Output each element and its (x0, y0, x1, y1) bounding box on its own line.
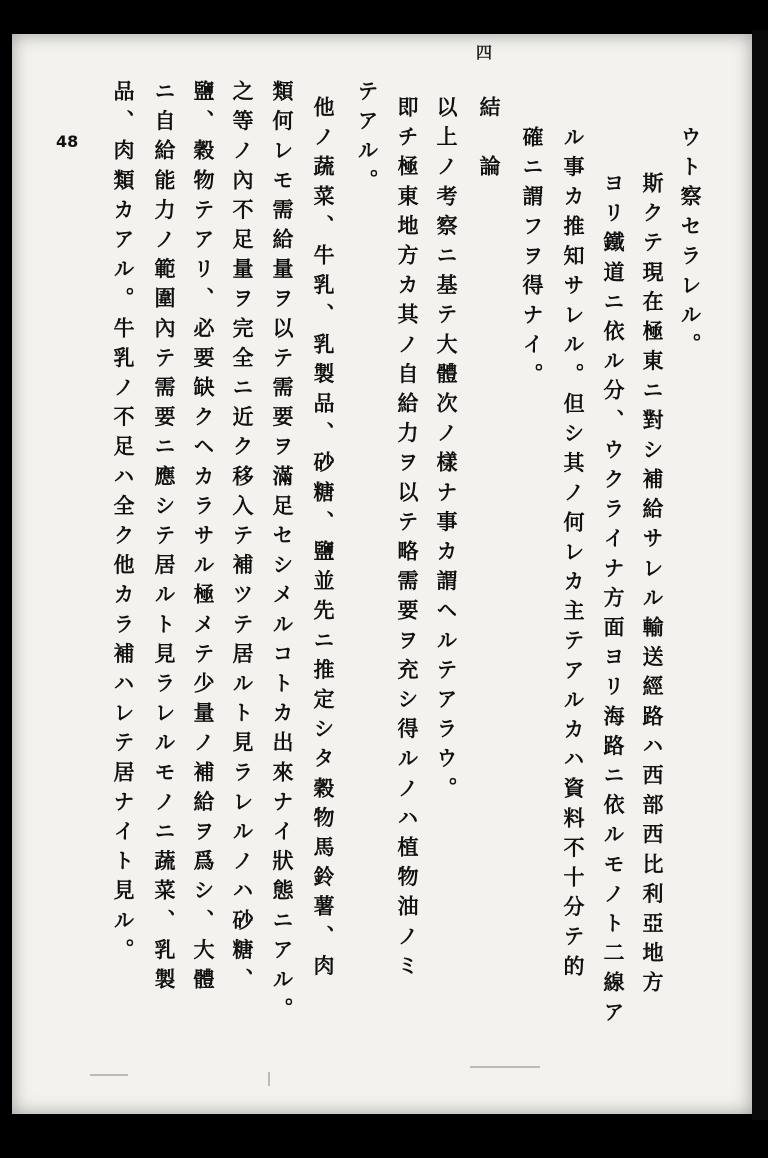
text-column: 他ノ蔬菜、牛乳、乳製品、砂糖、鹽並先ニ推定シタ穀物馬鈴薯、肉 (311, 96, 336, 984)
scan-mark (90, 1074, 128, 1076)
page-section-mark: 四 (476, 43, 493, 62)
text-column: ウト察セラレル。 (678, 126, 703, 363)
text-column: ニ自給能力ノ範圍內テ需要ニ應シテ居ルト見ラレルモノニ蔬菜、乳製 (152, 80, 177, 998)
page-edge (752, 30, 768, 1120)
text-column: 品、肉類カアル。牛乳ノ不足ハ全ク他カラ補ハレテ居ナイト見ル。 (111, 80, 136, 968)
page-number: 48 (56, 132, 79, 151)
text-column: 即チ極東地方カ其ノ自給力ヲ以テ略需要ヲ充シ得ルノハ植物油ノミ (395, 96, 420, 984)
text-column: 之等ノ內不足量ヲ完全ニ近ク移入テ補ツテ居ルト見ラレルノハ砂糖、 (230, 80, 255, 998)
text-column: 斯クテ現在極東ニ對シ補給サレル輸送經路ハ西部西比利亞地方 (640, 172, 665, 1001)
text-column: ル事カ推知サレル。但シ其ノ何レカ主テアルカハ資料不十分テ的 (561, 126, 586, 985)
text-column: 以上ノ考察ニ基テ大體次ノ樣ナ事カ謂ヘルテアラウ。 (434, 96, 459, 807)
text-column: 確ニ謂フヲ得ナイ。 (520, 126, 545, 393)
text-column: ヨリ鐵道ニ依ル分、ウクライナ方面ヨリ海路ニ依ルモノト二線ア (601, 172, 626, 1031)
scan-mark (268, 1072, 270, 1086)
text-column: 類何レモ需給量ヲ以テ需要ヲ滿足セシメルコトカ出來ナイ狀態ニアル。 (270, 80, 295, 1028)
text-column: テアル。 (355, 80, 380, 199)
scan-mark (470, 1066, 540, 1068)
text-column: 鹽、穀物テアリ、必要缺クヘカラサル極メテ少量ノ補給ヲ爲シ、大體 (191, 80, 216, 998)
section-heading: 結 論 (477, 96, 502, 185)
